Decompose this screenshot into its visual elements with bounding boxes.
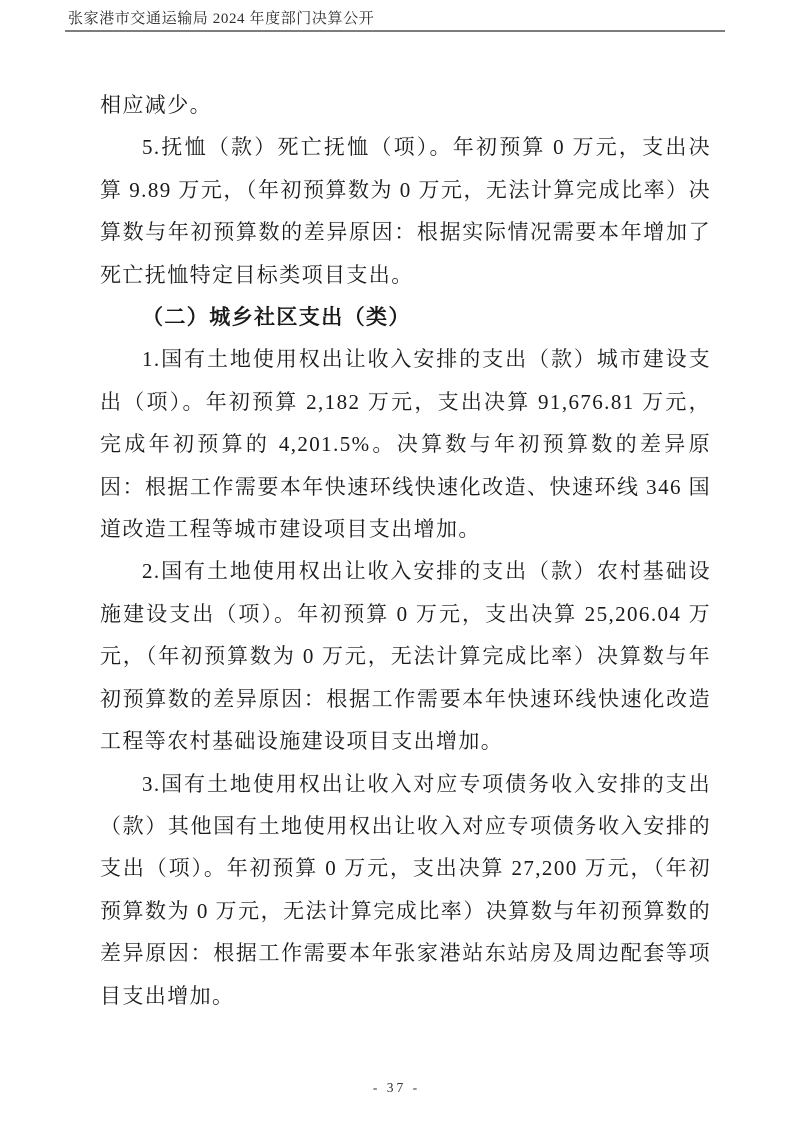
paragraph-item-3-special-debt: 3.国有土地使用权出让收入对应专项债务收入安排的支出（款）其他国有土地使用权出让收入对应专项债务收入安排的支出（项）。年初预算 0 万元，支出决算 27,200 万元，（年初预算数为 0 万元，无法计算完成比率）决算数与年初预算数的差异原因：根据工作需要本年张家港站东站房及周边配套等项目支出增加。 [100, 771, 711, 1008]
section-heading-urban-rural-community-expenditure: （二）城乡社区支出（类） [142, 305, 411, 330]
paragraph-item-1-urban-construction: 1.国有土地使用权出让收入安排的支出（款）城市建设支出（项）。年初预算 2,182 万元，支出决算 91,676.81 万元，完成年初预算的 4,201.5%。决算数与年初预算数的差异原因：根据工作需要本年快速环线快速化改造、快速环线 346 国道改造工程等城市建设项目支出增加。 [100, 347, 711, 542]
paragraph-item-5-death-pension: 5.抚恤（款）死亡抚恤（项）。年初预算 0 万元，支出决算 9.89 万元，（年初预算数为 0 万元，无法计算完成比率）决算数与年初预算数的差异原因：根据实际情况需要本年增加了死亡抚恤特定目标类项目支出。 [100, 135, 711, 287]
page-header [65, 11, 725, 32]
page-number: - 37 - [372, 1080, 421, 1095]
paragraph-continuation: 相应减少。 [100, 93, 212, 117]
page-footer [0, 1080, 793, 1095]
header-rule [65, 30, 725, 32]
running-header-title: 张家港市交通运输局 2024 年度部门决算公开 [68, 11, 375, 27]
document-body [100, 84, 711, 1017]
paragraph-item-2-rural-infrastructure: 2.国有土地使用权出让收入安排的支出（款）农村基础设施建设支出（项）。年初预算 0 万元，支出决算 25,206.04 万元，（年初预算数为 0 万元，无法计算完成比率）决算数与年初预算数的差异原因：根据工作需要本年快速环线快速化改造工程等农村基础设施建设项目支出增加。 [100, 559, 711, 754]
